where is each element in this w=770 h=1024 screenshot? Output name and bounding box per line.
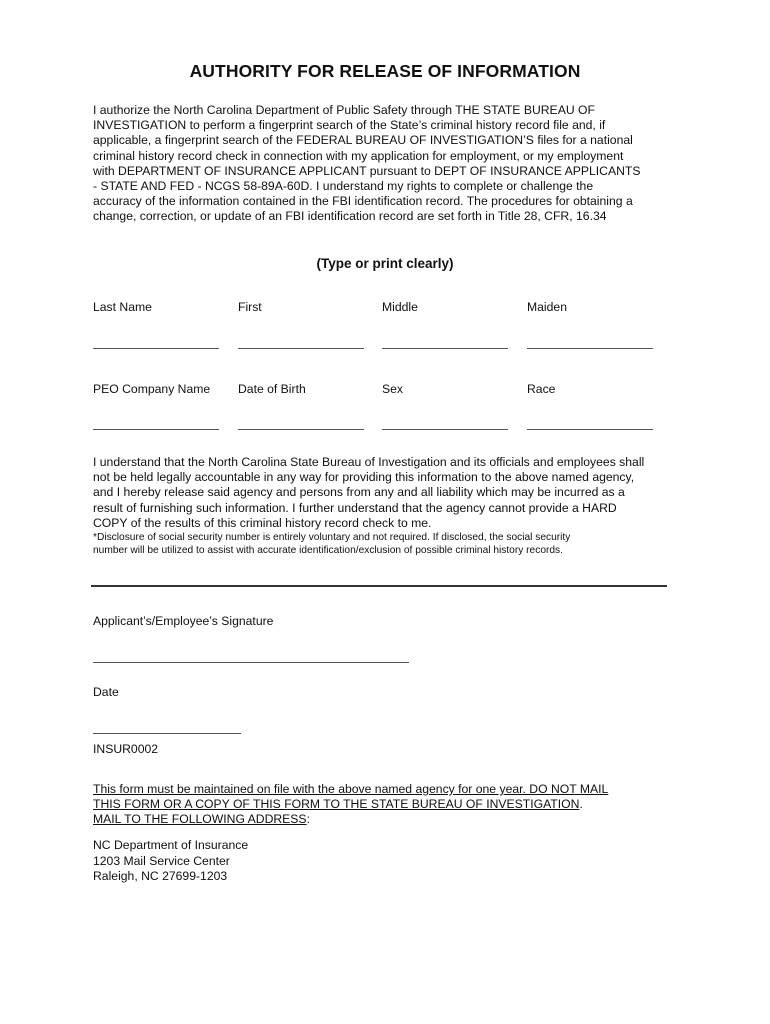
date-of-birth-label: Date of Birth [238,382,306,396]
date-label: Date [93,685,119,699]
address-line: Raleigh, NC 27699-1203 [93,869,228,883]
authorization-line: I authorize the North Carolina Department of Public Safety through THE STATE BUREAU OF [93,103,595,117]
maiden-name-label: Maiden [527,300,567,314]
release-line: and I hereby release said agency and persons from any and all liability which may be incurred as a [93,485,625,500]
date-field[interactable] [93,733,241,734]
mailing-instruction-line [93,812,673,827]
authorization-line: with DEPARTMENT OF INSURANCE APPLICANT pursuant to DEPT OF INSURANCE APPLICANTS [93,163,641,178]
mailing-instruction-line [93,797,673,812]
authorization-line: criminal history record check in connection with my application for employment, or my employment [93,148,624,163]
authorization-line: - STATE AND FED - NCGS 58-89A-60D. I understand my rights to complete or challenge the [93,179,594,194]
race-label: Race [527,382,556,396]
release-line: I understand that the North Carolina State Bureau of Investigation and its officials and employees shall [93,455,645,469]
race-field[interactable] [527,429,653,430]
mailing-address [93,838,248,885]
release-line: not be held legally accountable in any way for providing this information to the above named agency, [93,470,635,485]
middle-name-label: Middle [382,300,418,314]
signature-label: Applicant’s/Employee’s Signature [93,614,274,628]
first-name-label: First [238,300,262,314]
mailing-instruction-text: THIS FORM OR A COPY OF THIS FORM TO THE STATE BUREAU OF INVESTIGATION [93,797,580,812]
mailing-instruction-punct: : [306,812,310,827]
ssn-disclosure-note [93,531,673,558]
mailing-instructions [93,782,673,828]
section-divider [91,585,667,587]
authorization-line: accuracy of the information contained in the FBI identification record. The procedures for obtaining a [93,194,633,209]
sex-field[interactable] [382,429,508,430]
type-or-print-heading: (Type or print clearly) [316,256,454,271]
form-title: AUTHORITY FOR RELEASE OF INFORMATION [189,61,581,81]
authorization-paragraph [93,103,673,225]
sex-label: Sex [382,382,404,396]
authorization-line: INVESTIGATION to perform a fingerprint search of the State’s criminal history record file and, if [93,118,606,133]
address-line: 1203 Mail Service Center [93,853,230,868]
mailing-instruction-punct: . [579,797,583,812]
release-paragraph [93,455,673,531]
first-name-field[interactable] [238,348,364,349]
ssn-note-line: *Disclosure of social security number is entirely voluntary and not required. If disclosed, the social security [93,532,571,543]
form-code: INSUR0002 [93,742,159,756]
peo-company-name-label: PEO Company Name [93,382,211,396]
release-line: result of furnishing such information. I further understand that the agency cannot provide a HARD [93,500,617,515]
date-of-birth-field[interactable] [238,429,364,430]
authorization-line: change, correction, or update of an FBI identification record are set forth in Title 28, CFR, 16.34 [93,209,607,224]
address-line: NC Department of Insurance [93,838,249,852]
last-name-field[interactable] [93,348,219,349]
release-line: COPY of the results of this criminal history record check to me. [93,515,432,530]
peo-company-name-field[interactable] [93,429,219,430]
authorization-line: applicable, a fingerprint search of the FEDERAL BUREAU OF INVESTIGATION’S files for a national [93,133,633,148]
signature-field[interactable] [93,662,409,663]
ssn-note-line: number will be utilized to assist with accurate identification/exclusion of possible criminal history records. [93,545,563,557]
middle-name-field[interactable] [382,348,508,349]
mailing-instruction-text: MAIL TO THE FOLLOWING ADDRESS [93,812,307,827]
mailing-instruction-line [93,782,673,797]
maiden-name-field[interactable] [527,348,653,349]
last-name-label: Last Name [93,300,152,314]
mailing-instruction-text: This form must be maintained on file with the above named agency for one year. DO NOT MAIL [93,782,609,796]
